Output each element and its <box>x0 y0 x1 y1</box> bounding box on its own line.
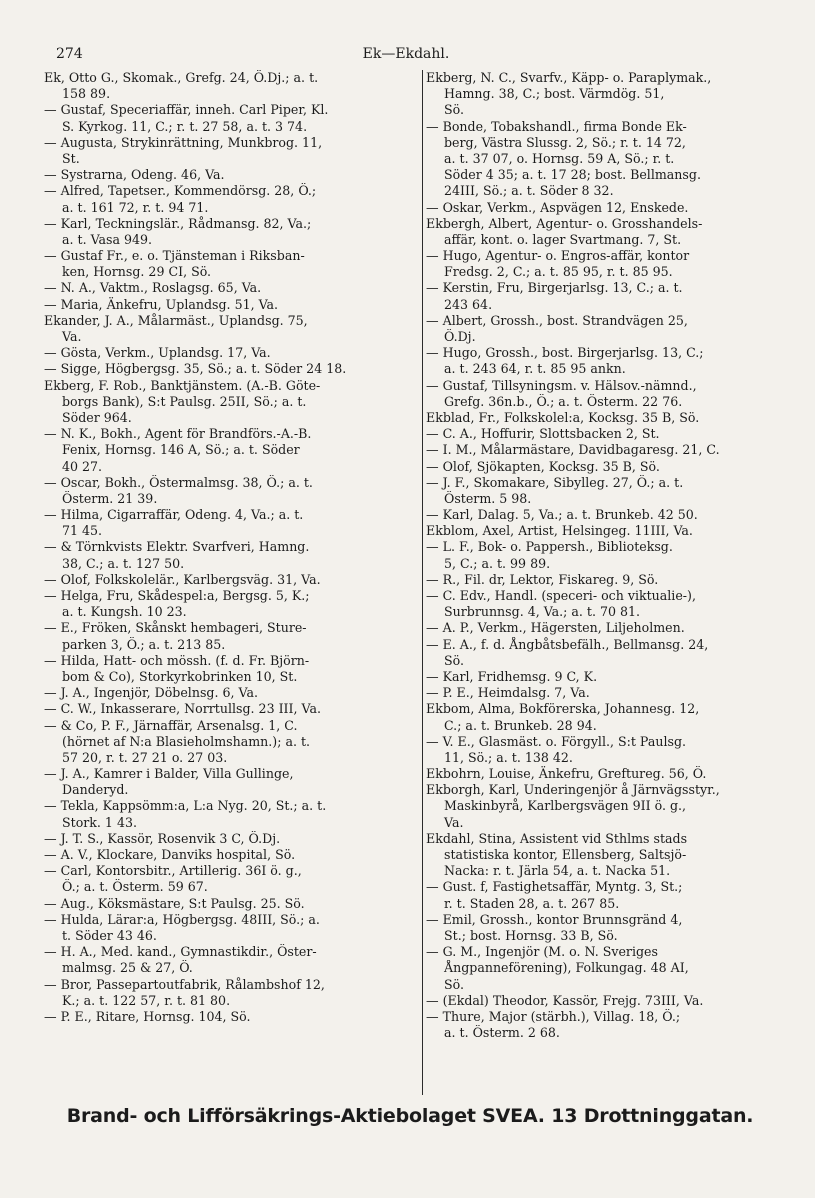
directory-entry-line: statistiska kontor, Ellensberg, Saltsjö- <box>444 847 687 862</box>
directory-entry-line: — Karl, Teckningslär., Rådmansg. 82, Va.; <box>44 215 312 231</box>
directory-entry-line: — Hilma, Cigarraffär, Odeng. 4, Va.; a. t. <box>44 507 304 523</box>
directory-entry-line: 24III, Sö.; a. t. Söder 8 32. <box>444 183 614 199</box>
directory-entry-line: 38, C.; a. t. 127 50. <box>62 555 185 571</box>
directory-entry-line: — Thure, Major (stärbh.), Villag. 18, Ö.; <box>426 1008 681 1024</box>
directory-entry-line: 40 27. <box>62 458 103 474</box>
directory-entry-line: Ekberg, N. C., Svarfv., Käpp- o. Paraplymak., <box>426 70 712 85</box>
directory-entry-line: — Bror, Passepartoutfabrik, Rålambshof 12, <box>44 976 325 992</box>
directory-entry-line: Ekborgh, Karl, Underingenjör å Järnvägsstyr., <box>426 782 720 798</box>
directory-entry-line: — V. E., Glasmäst. o. Förgyll., S:t Paulsg. <box>426 733 687 749</box>
directory-entry-line: — I. M., Målarmästare, Davidbagaresg. 21, C. <box>426 442 720 458</box>
directory-entry-line: — Albert, Grossh., bost. Strandvägen 25, <box>426 312 688 328</box>
directory-entry-line: — Karl, Dalag. 5, Va.; a. t. Brunkeb. 42 50. <box>426 507 698 523</box>
directory-entry-line: — Oskar, Verkm., Aspvägen 12, Enskede. <box>426 199 689 215</box>
directory-entry-line: Ekander, J. A., Målarmäst., Uplandsg. 75, <box>44 312 308 328</box>
directory-entry-line: — J. F., Skomakare, Sibylleg. 27, Ö.; a. t. <box>426 474 684 490</box>
directory-entry-line: — (Ekdal) Theodor, Kassör, Frejg. 73III, Va. <box>426 992 704 1008</box>
directory-entry-line: Stork. 1 43. <box>62 814 137 830</box>
directory-entry-line: parken 3, Ö.; a. t. 213 85. <box>62 636 226 652</box>
directory-entry-line: r. t. Staden 28, a. t. 267 85. <box>444 895 620 911</box>
directory-entry-line: Ekberg, F. Rob., Banktjänstem. (A.-B. Göte- <box>44 377 321 393</box>
directory-entry-line: — A. V., Klockare, Danviks hospital, Sö. <box>44 847 296 862</box>
directory-entry-line: Ekbom, Alma, Bokförerska, Johannesg. 12, <box>426 701 700 717</box>
directory-entry-line: ken, Hornsg. 29 CI, Sö. <box>62 264 212 280</box>
directory-entry-line: 57 20, r. t. 27 21 o. 27 03. <box>62 749 228 765</box>
directory-entry-line: 243 64. <box>444 296 493 312</box>
directory-entry-line: 5, C.; a. t. 99 89. <box>444 555 551 571</box>
directory-entry-line: — E., Fröken, Skånskt hembageri, Sture- <box>44 620 307 636</box>
directory-entry-line: — Gustaf, Speceriaffär, inneh. Carl Piper, Kl. <box>44 102 329 118</box>
directory-entry-line: borgs Bank), S:t Paulsg. 25II, Sö.; a. t. <box>62 393 307 409</box>
directory-entry-line: affär, kont. o. lager Svartmang. 7, St. <box>444 231 682 247</box>
directory-entry-line: — C. Edv., Handl. (speceri- och viktualie-), <box>426 588 696 603</box>
directory-entry-line: berg, Västra Slussg. 2, Sö.; r. t. 14 72, <box>444 134 686 150</box>
directory-entry-line: 11, Sö.; a. t. 138 42. <box>444 749 573 765</box>
directory-entry-line: — & Co, P. F., Järnaffär, Arsenalsg. 1, C. <box>44 717 298 733</box>
directory-entry-line: Ekblad, Fr., Folkskolel:a, Kocksg. 35 B, Sö. <box>426 409 700 425</box>
directory-entry-line: (hörnet af N:a Blasieholmshamn.); a. t. <box>62 733 311 749</box>
directory-entry-line: — Gustaf Fr., e. o. Tjänsteman i Riksban- <box>44 248 305 264</box>
directory-entry-line: — Sigge, Högbergsg. 35, Sö.; a. t. Söder 24 18. <box>44 361 347 377</box>
directory-entry-line: Österm. 5 98. <box>444 490 532 506</box>
directory-entry-line: — C. W., Inkasserare, Norrtullsg. 23 III, Va. <box>44 701 321 717</box>
directory-entry-line: Sö. <box>444 652 464 668</box>
directory-entry-line: Ekbohrn, Louise, Änkefru, Greftureg. 56, Ö. <box>426 766 707 782</box>
column-divider <box>422 70 423 1095</box>
directory-entry-line: — Gust. f, Fastighetsaffär, Myntg. 3, St.; <box>426 879 683 895</box>
directory-entry-line: Söder 4 35; a. t. 17 28; bost. Bellmansg. <box>444 167 701 183</box>
directory-entry-line: — G. M., Ingenjör (M. o. N. Sveriges <box>426 944 658 960</box>
directory-entry-line: Sö. <box>444 102 464 118</box>
directory-entry-line: — J. A., Ingenjör, Döbelnsg. 6, Va. <box>44 685 258 701</box>
directory-entry-line: — Hugo, Grossh., bost. Birgerjarlsg. 13, C.; <box>426 345 704 361</box>
directory-entry-line: — J. T. S., Kassör, Rosenvik 3 C, Ö.Dj. <box>44 830 281 846</box>
directory-entry-line: — Tekla, Kappsömm:a, L:a Nyg. 20, St.; a. t. <box>44 798 327 814</box>
page-header <box>56 46 756 68</box>
directory-entry-line: — Emil, Grossh., kontor Brunnsgränd 4, <box>426 911 683 927</box>
directory-entry-line: — Oscar, Bokh., Östermalmsg. 38, Ö.; a. t. <box>44 474 313 490</box>
directory-entry-line: — Hugo, Agentur- o. Engros-affär, kontor <box>426 248 690 264</box>
page-number: 274 <box>56 46 83 62</box>
directory-entry-line: Grefg. 36n.b., Ö.; a. t. Österm. 22 76. <box>444 393 683 409</box>
directory-entry-line: a. t. 161 72, r. t. 94 71. <box>62 199 209 215</box>
directory-entry-line: a. t. 37 07, o. Hornsg. 59 A, Sö.; r. t. <box>444 150 675 166</box>
directory-entry-line: bom & Co), Storkyrkobrinken 10, St. <box>62 668 298 684</box>
directory-entry-line: — Augusta, Strykinrättning, Munkbrog. 11, <box>44 134 323 150</box>
directory-entry-line: Hamng. 38, C.; bost. Värmdög. 51, <box>444 86 665 102</box>
directory-entry-line: Ekblom, Axel, Artist, Helsingeg. 11III, Va. <box>426 523 693 539</box>
directory-entry-line: Danderyd. <box>62 782 129 798</box>
running-head: Ek—Ekdahl. <box>362 46 450 62</box>
directory-entry-line: — Karl, Fridhemsg. 9 C, K. <box>426 668 598 684</box>
directory-entry-line: — Gösta, Verkm., Uplandsg. 17, Va. <box>44 345 271 361</box>
directory-entry-line: a. t. Vasa 949. <box>62 231 153 247</box>
directory-entry-line: — Alfred, Tapetser., Kommendörsg. 28, Ö.; <box>44 183 317 199</box>
directory-entry-line: — Systrarna, Odeng. 46, Va. <box>44 167 225 183</box>
directory-entry-line: — Maria, Änkefru, Uplandsg. 51, Va. <box>44 296 279 312</box>
directory-entry-line: Ekbergh, Albert, Agentur- o. Grosshandels- <box>426 215 703 231</box>
directory-entry-line: a. t. 243 64, r. t. 85 95 ankn. <box>444 361 626 377</box>
directory-entry-line: Va. <box>444 814 464 830</box>
directory-entry-line: Surbrunnsg. 4, Va.; a. t. 70 81. <box>444 604 641 620</box>
directory-entry-line: — Carl, Kontorsbitr., Artillerig. 36I ö. g., <box>44 863 302 879</box>
directory-entry-line: Fenix, Hornsg. 146 A, Sö.; a. t. Söder <box>62 442 300 458</box>
left-column <box>44 70 420 1025</box>
directory-entry-line: a. t. Kungsh. 10 23. <box>62 604 187 620</box>
directory-entry-line: K.; a. t. 122 57, r. t. 81 80. <box>62 992 231 1008</box>
directory-entry-line: — Kerstin, Fru, Birgerjarlsg. 13, C.; a. t. <box>426 280 683 296</box>
right-column <box>426 70 778 1041</box>
directory-entry-line: — Olof, Sjökapten, Kocksg. 35 B, Sö. <box>426 458 660 474</box>
directory-entry-line: — A. P., Verkm., Hägersten, Liljeholmen. <box>426 620 685 636</box>
directory-entry-line: a. t. Österm. 2 68. <box>444 1025 560 1041</box>
directory-entry-line: Ö.; a. t. Österm. 59 67. <box>62 879 208 895</box>
footer-advertisement: Brand- och Lifförsäkrings-Aktiebolaget SVEA. 13 Drottninggatan. <box>66 1105 754 1127</box>
directory-entry-line: Ek, Otto G., Skomak., Grefg. 24, Ö.Dj.; a. t. <box>44 70 319 85</box>
directory-entry-line: t. Söder 43 46. <box>62 927 157 943</box>
directory-entry-line: — Gustaf, Tillsyningsm. v. Hälsov.-nämnd., <box>426 377 697 393</box>
directory-entry-line: — R., Fil. dr, Lektor, Fiskareg. 9, Sö. <box>426 571 659 587</box>
directory-entry-line: — L. F., Bok- o. Pappersh., Biblioteksg. <box>426 539 673 555</box>
directory-entry-line: Österm. 21 39. <box>62 490 158 506</box>
directory-entry-line: — E. A., f. d. Ångbåtsbefälh., Bellmansg. 24, <box>426 636 709 652</box>
directory-entry-line: — J. A., Kamrer i Balder, Villa Gullinge, <box>44 766 294 782</box>
directory-entry-line: S. Kyrkog. 11, C.; r. t. 27 58, a. t. 3 74. <box>62 118 308 134</box>
directory-entry-line: — Aug., Köksmästare, S:t Paulsg. 25. Sö. <box>44 895 305 911</box>
directory-entry-line: — Hilda, Hatt- och mössh. (f. d. Fr. Björn- <box>44 652 310 668</box>
directory-entry-line: — C. A., Hoffurir, Slottsbacken 2, St. <box>426 426 660 442</box>
directory-entry-line: — Helga, Fru, Skådespel:a, Bergsg. 5, K.; <box>44 588 310 603</box>
directory-entry-line: — N. K., Bokh., Agent för Brandförs.-A.-B. <box>44 426 312 442</box>
directory-entry-line: St. <box>62 150 80 166</box>
directory-entry-line: Söder 964. <box>62 409 132 425</box>
directory-entry-line: 71 45. <box>62 523 103 539</box>
directory-entry-line: — N. A., Vaktm., Roslagsg. 65, Va. <box>44 280 262 296</box>
directory-entry-line: Fredsg. 2, C.; a. t. 85 95, r. t. 85 95. <box>444 264 673 280</box>
directory-entry-line: — P. E., Heimdalsg. 7, Va. <box>426 685 590 701</box>
directory-entry-line: Va. <box>62 329 82 344</box>
directory-entry-line: — H. A., Med. kand., Gymnastikdir., Öster- <box>44 944 317 960</box>
directory-entry-line: Maskinbyrå, Karlbergsvägen 9II ö. g., <box>444 798 687 814</box>
directory-entry-line: — P. E., Ritare, Hornsg. 104, Sö. <box>44 1008 251 1024</box>
directory-entry-line: — Bonde, Tobakshandl., firma Bonde Ek- <box>426 118 687 134</box>
directory-entry-line: malmsg. 25 & 27, Ö. <box>62 960 193 976</box>
directory-entry-line: C.; a. t. Brunkeb. 28 94. <box>444 717 597 733</box>
directory-entry-line: Nacka: r. t. Järla 54, a. t. Nacka 51. <box>444 863 671 879</box>
directory-entry-line: Ekdahl, Stina, Assistent vid Sthlms stads <box>426 830 688 846</box>
directory-entry-line: 158 89. <box>62 86 111 102</box>
directory-entry-line: — & Törnkvists Elektr. Svarfveri, Hamng. <box>44 539 310 555</box>
directory-entry-line: — Hulda, Lärar:a, Högbergsg. 48III, Sö.; a. <box>44 911 320 927</box>
directory-entry-line: Ö.Dj. <box>444 329 476 344</box>
directory-entry-line: St.; bost. Hornsg. 33 B, Sö. <box>444 927 618 943</box>
directory-entry-line: — Olof, Folkskolelär., Karlbergsväg. 31, Va. <box>44 571 321 587</box>
directory-entry-line: Ångpanneförening), Folkungag. 48 AI, <box>444 960 689 976</box>
directory-entry-line: Sö. <box>444 976 464 992</box>
